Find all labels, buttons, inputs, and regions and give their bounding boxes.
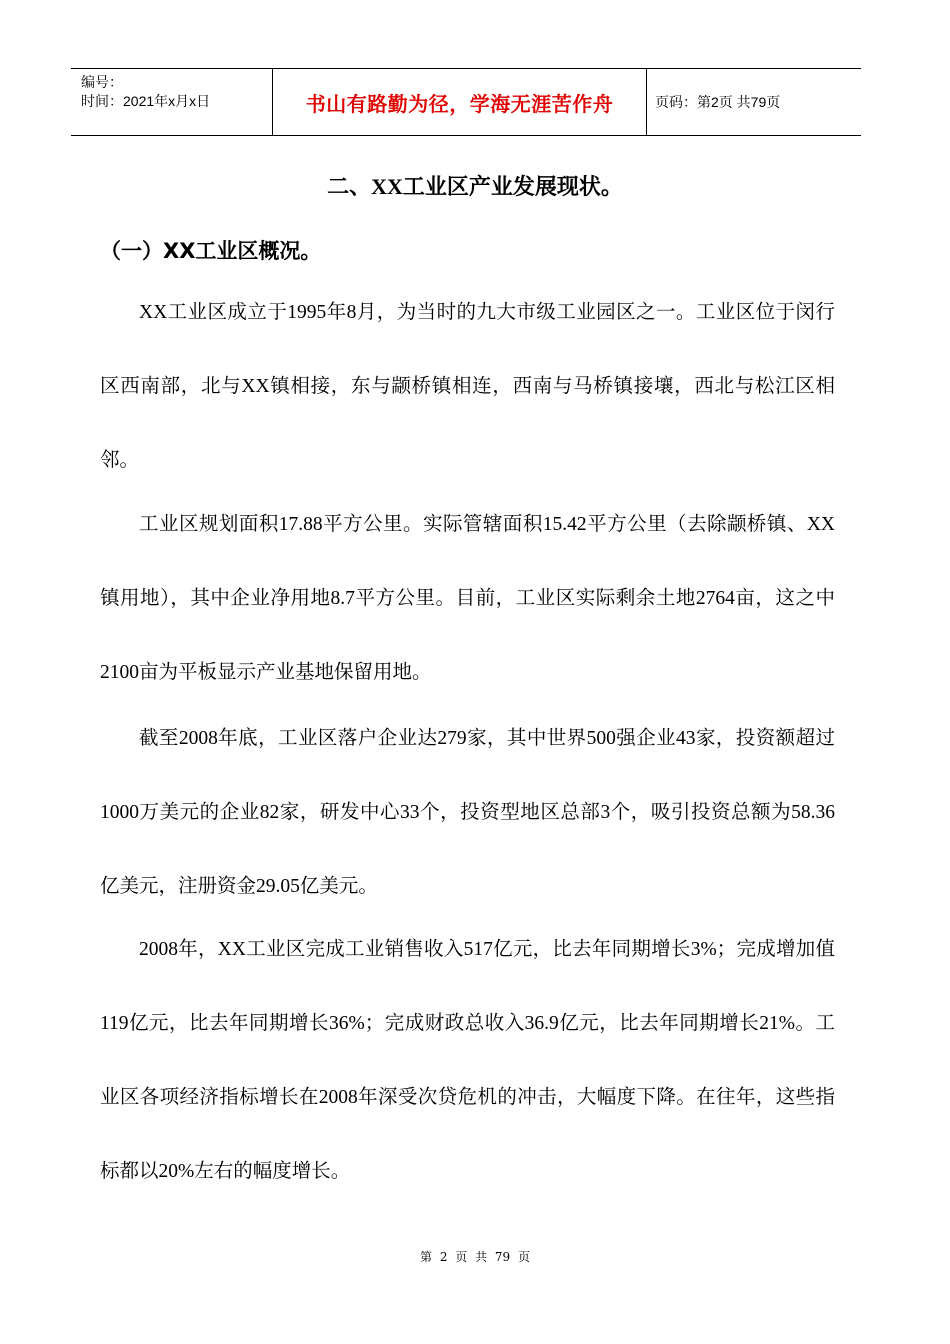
page-info: 页码：第2页 共79页 [655,94,781,110]
page-footer: 第 2 页 共 79 页 [420,1250,530,1264]
section-heading: （一）XX工业区概况。 [100,239,322,263]
paragraph-overview: XX工业区成立于1995年8月，为当时的九大市级工业园区之一。工业区位于闵行区西南部，北与XX镇相接，东与颛桥镇相连，西南与马桥镇接壤，西北与松江区相邻。 [100,302,835,471]
motto-text: 书山有路勤为径，学海无涯苦作舟 [305,91,614,116]
paragraph-economics: 2008年，XX工业区完成工业销售收入517亿元，比去年同期增长3%；完成增加值119亿元，比去年同期增长36%；完成财政总收入36.9亿元，比去年同期增长21%。工业区各项经济指标增长在2008年深受次贷危机的冲击，大幅度下降。在往年，这些指标都以20%左右的幅度增长。 [100,939,835,1182]
document-title: 二、XX工业区产业发展现状。 [327,174,623,199]
paragraph-area: 工业区规划面积17.88平方公里。实际管辖面积15.42平方公里（去除颛桥镇、XX镇用地），其中企业净用地8.7平方公里。目前，工业区实际剩余土地2764亩，这之中2100亩为平板显示产业基地保留用地。 [100,514,835,683]
paragraph-enterprises: 截至2008年底，工业区落户企业达279家，其中世界500强企业43家，投资额超过1000万美元的企业82家，研发中心33个，投资型地区总部3个，吸引投资总额为58.36亿美元，注册资金29.05亿美元。 [100,728,835,897]
time-label: 时间：2021年x月x日 [81,93,211,109]
number-label: 编号： [81,74,123,90]
header-table [71,68,861,136]
header-motto-cell [273,69,647,135]
header-page-cell [647,69,861,135]
header-meta-cell [71,69,273,135]
